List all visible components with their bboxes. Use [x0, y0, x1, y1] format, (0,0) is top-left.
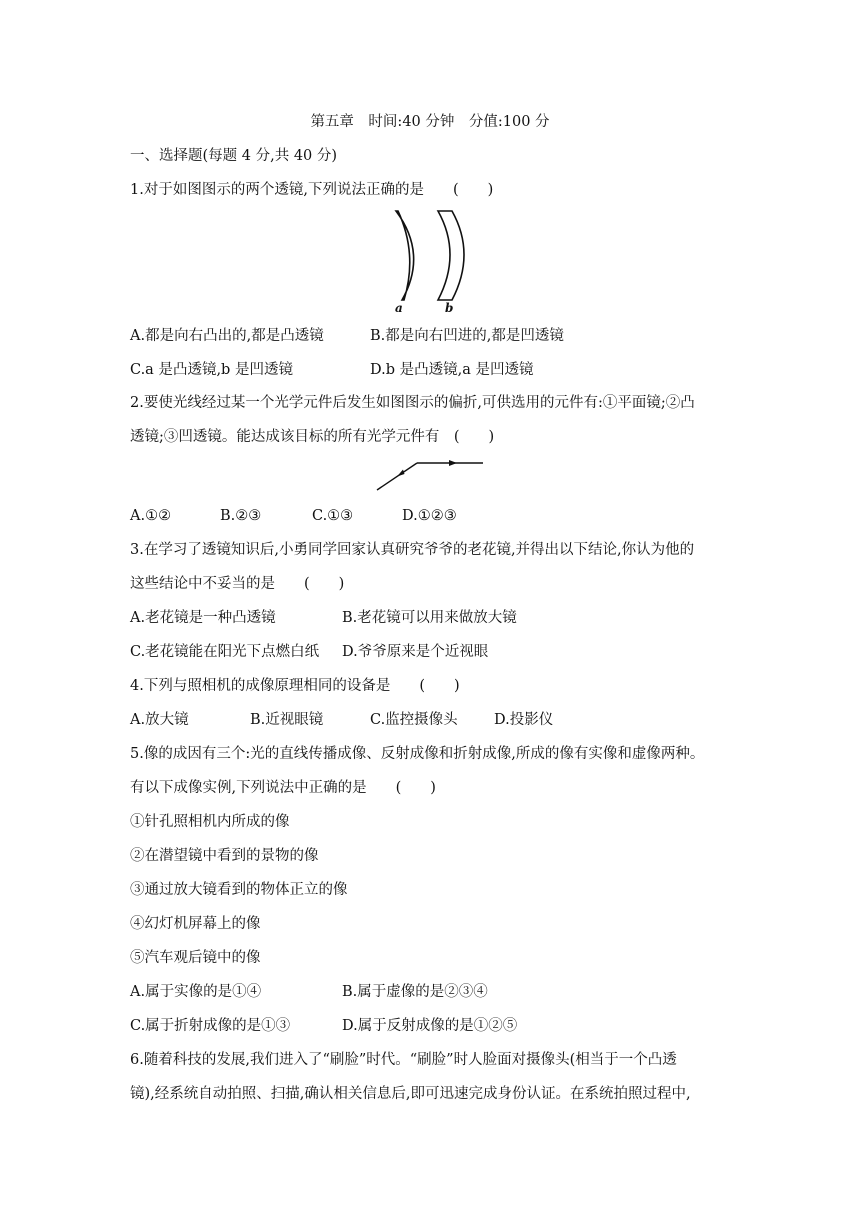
- question-3-stem-line1: 3.在学习了透镜知识后,小勇同学回家认真研究爷爷的老花镜,并得出以下结论,你认为他的: [130, 542, 695, 558]
- q5-option-b: B.属于虚像的是②③④: [342, 984, 488, 1000]
- q5-item-1: ①针孔照相机内所成的像: [130, 814, 290, 830]
- q3-option-d: D.爷爷原来是个近视眼: [342, 644, 489, 660]
- q4-option-d: D.投影仪: [494, 712, 554, 728]
- q3-option-a: A.老花镜是一种凸透镜: [130, 610, 276, 626]
- question-5-stem-line1: 5.像的成因有三个:光的直线传播成像、反射成像和折射成像,所成的像有实像和虚像两种。: [130, 746, 705, 762]
- q5-item-4: ④幻灯机屏幕上的像: [130, 916, 261, 932]
- q5-item-5: ⑤汽车观后镜中的像: [130, 950, 261, 966]
- q1-option-a: A.都是向右凸出的,都是凸透镜: [130, 328, 324, 344]
- section-title: 一、选择题(每题 4 分,共 40 分): [130, 148, 338, 164]
- q2-option-c: C.①③: [312, 508, 354, 524]
- lens-a-icon: [396, 211, 414, 300]
- q5-option-a: A.属于实像的是①④: [130, 984, 262, 1000]
- q5-option-d: D.属于反射成像的是①②⑤: [342, 1018, 518, 1034]
- q4-option-b: B.近视眼镜: [250, 712, 324, 728]
- q5-item-3: ③通过放大镜看到的物体正立的像: [130, 882, 348, 898]
- light-ray-figure: [375, 455, 487, 495]
- q2-option-d: D.①②③: [402, 508, 457, 524]
- page-header: 第五章 时间:40 分钟 分值:100 分: [310, 114, 550, 130]
- q2-option-b: B.②③: [220, 508, 262, 524]
- question-5-stem-line2: 有以下成像实例,下列说法中正确的是 ( ): [130, 780, 436, 796]
- question-1-stem: 1.对于如图图示的两个透镜,下列说法正确的是 ( ): [130, 182, 494, 198]
- q3-option-b: B.老花镜可以用来做放大镜: [342, 610, 517, 626]
- question-2-stem-line1: 2.要使光线经过某一个光学元件后发生如图图示的偏折,可供选用的元件有:①平面镜;②凸: [130, 395, 695, 411]
- q2-option-a: A.①②: [130, 508, 172, 524]
- arrow-icon: [449, 460, 457, 466]
- lens-label-a: a: [395, 301, 403, 315]
- q4-option-a: A.放大镜: [130, 712, 189, 728]
- question-2-stem-line2: 透镜;③凹透镜。能达成该目标的所有光学元件有 ( ): [130, 429, 495, 445]
- question-6-stem-line1: 6.随着科技的发展,我们进入了“刷脸”时代。“刷脸”时人脸面对摄像头(相当于一个凸透: [130, 1052, 677, 1068]
- q5-item-2: ②在潜望镜中看到的景物的像: [130, 848, 319, 864]
- q4-option-c: C.监控摄像头: [370, 712, 458, 728]
- q5-option-c: C.属于折射成像的是①③: [130, 1018, 291, 1034]
- q1-option-b: B.都是向右凹进的,都是凹透镜: [370, 328, 564, 344]
- lens-label-b: b: [445, 301, 454, 315]
- question-3-stem-line2: 这些结论中不妥当的是 ( ): [130, 576, 345, 592]
- q3-option-c: C.老花镜能在阳光下点燃白纸: [130, 644, 320, 660]
- question-4-stem: 4.下列与照相机的成像原理相同的设备是 ( ): [130, 678, 460, 694]
- q1-option-d: D.b 是凸透镜,a 是凹透镜: [370, 362, 534, 378]
- lens-b-icon: [438, 211, 464, 300]
- q1-option-c: C.a 是凸透镜,b 是凹透镜: [130, 362, 293, 378]
- question-6-stem-line2: 镜),经系统自动拍照、扫描,确认相关信息后,即可迅速完成身份认证。在系统拍照过程中,: [130, 1086, 691, 1102]
- arrow-icon: [397, 470, 405, 477]
